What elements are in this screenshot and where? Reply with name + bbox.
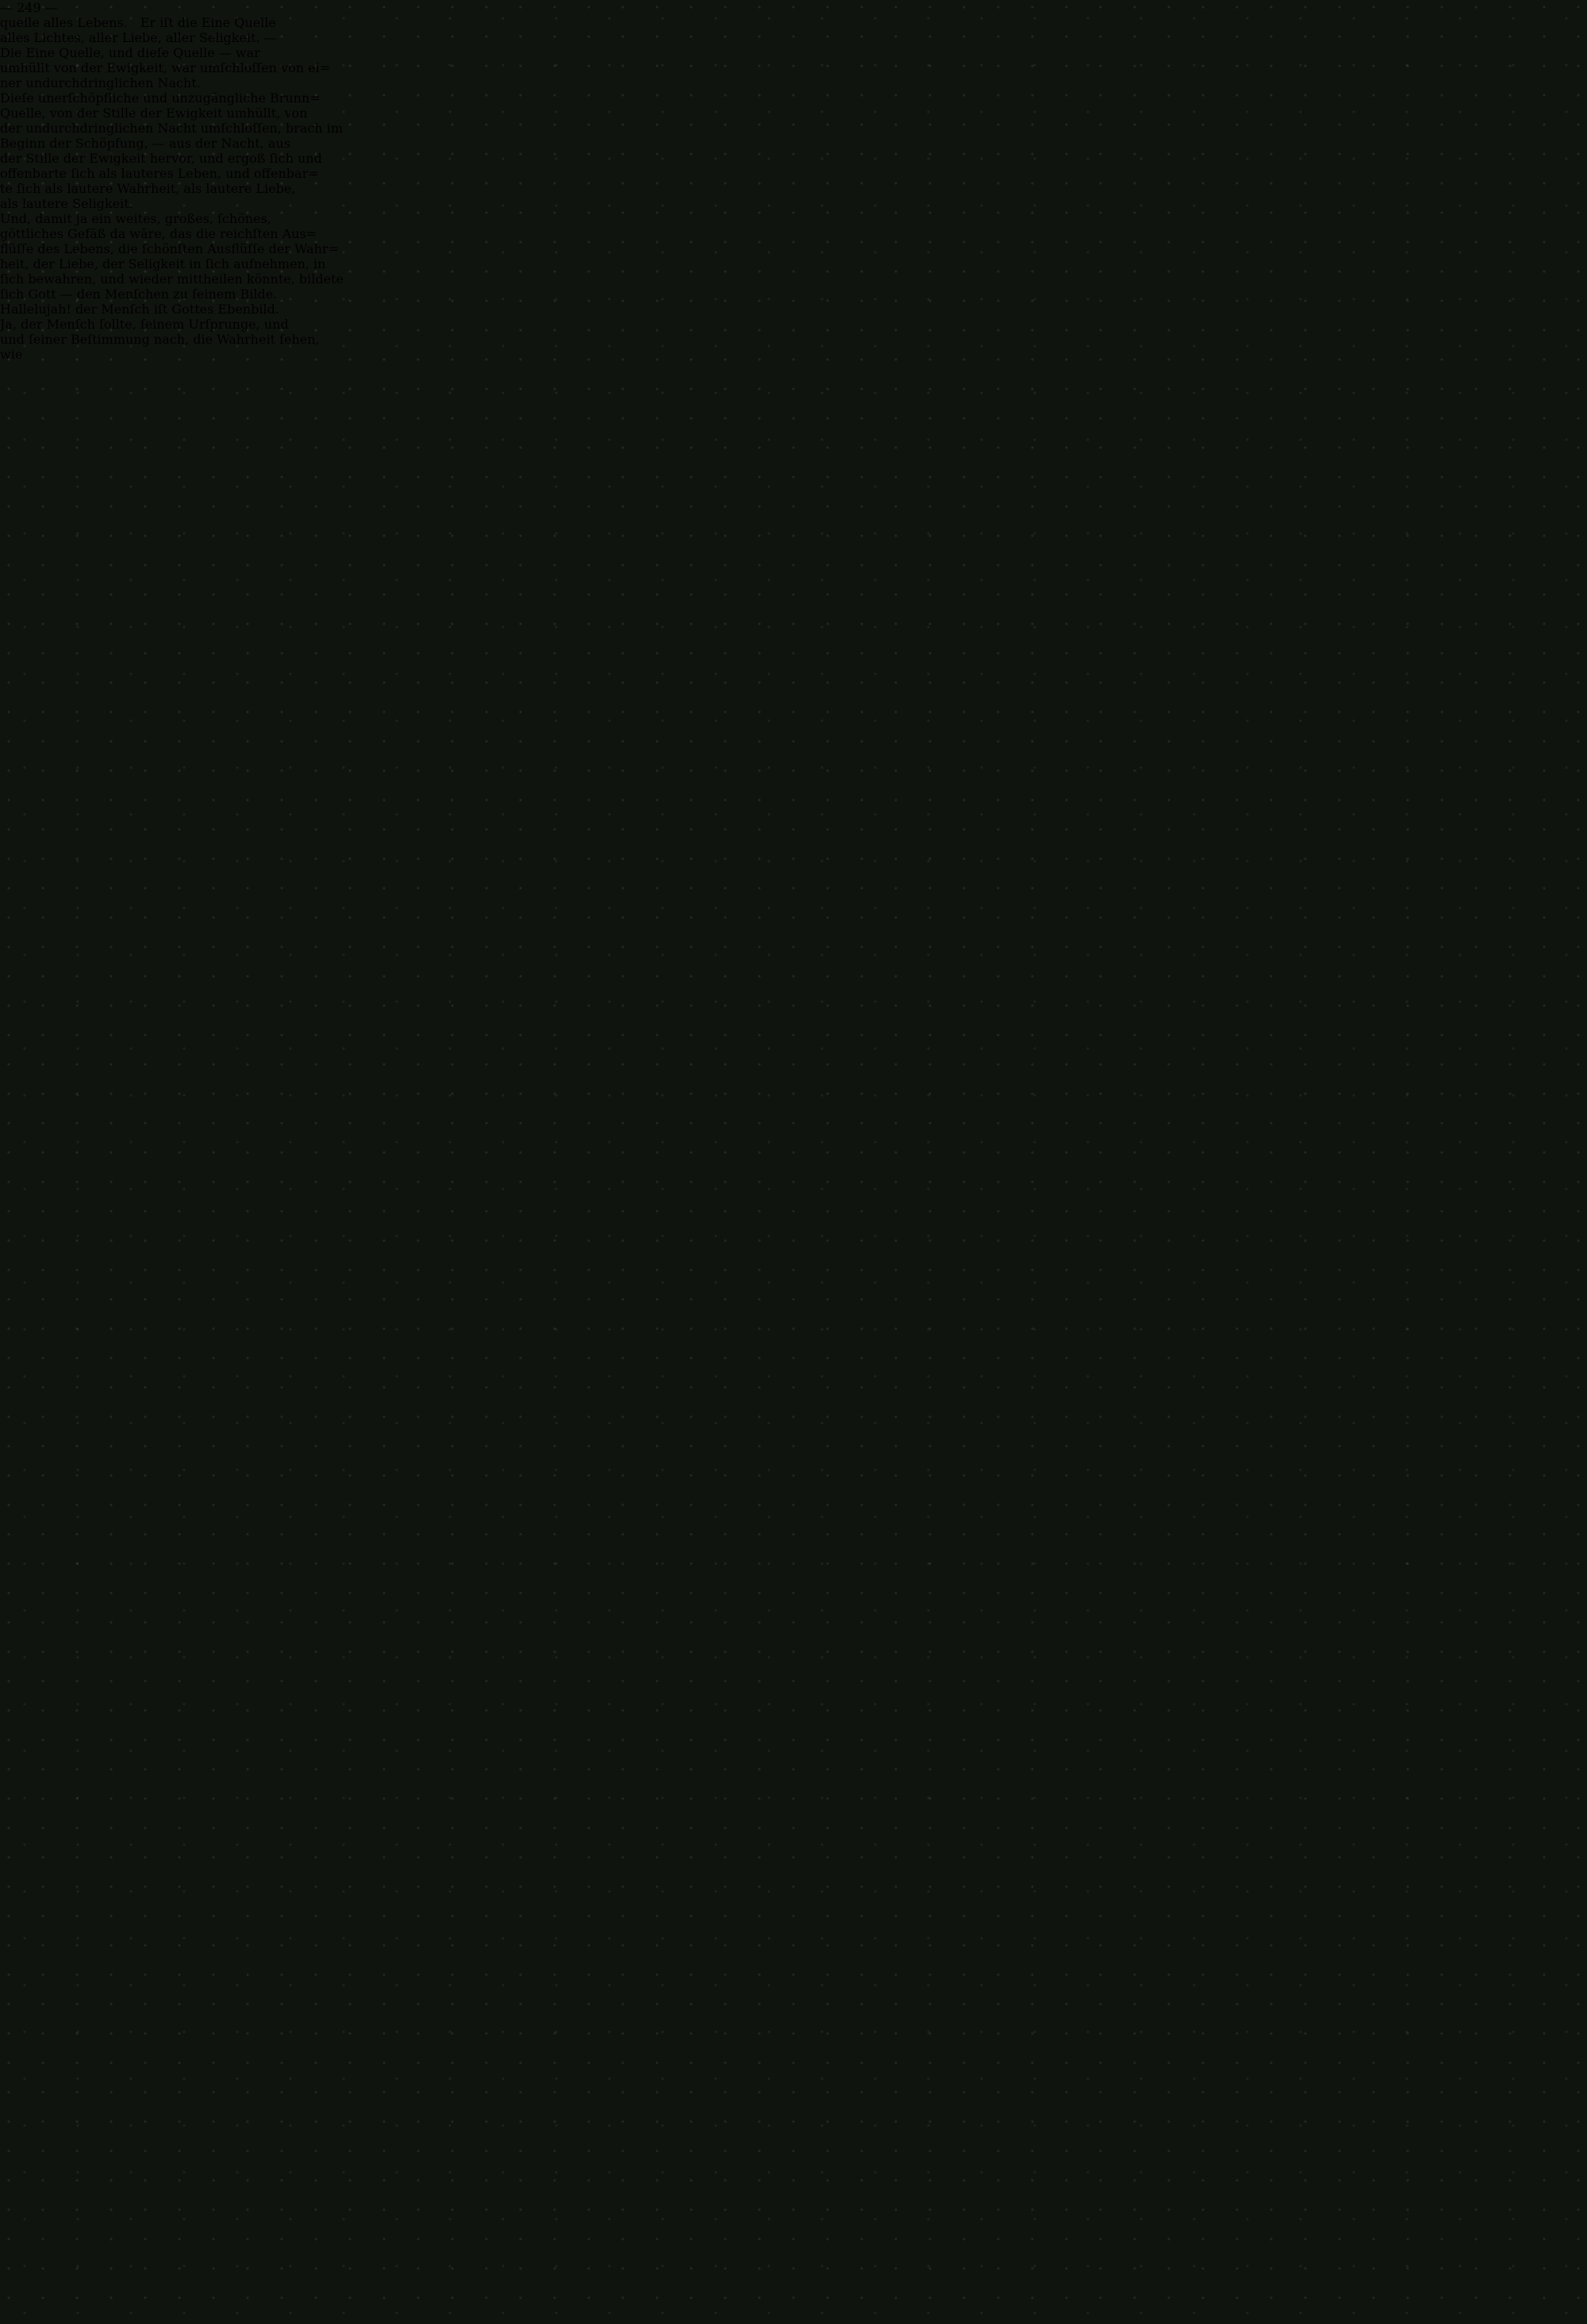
text-segment: und offenbar=	[221, 166, 319, 181]
letterspaced-text: Lebens.	[77, 15, 128, 30]
paragraph	[0, 211, 1587, 302]
text-segment: Dieſe unerſchöpfliche und unzugängliche Brunn=	[0, 90, 321, 106]
paragraph	[0, 317, 1587, 347]
page-header	[0, 0, 1587, 15]
book-page	[0, 0, 1587, 362]
text-segment: alles	[0, 30, 34, 45]
text-line	[0, 332, 1587, 347]
text-segment: te ſich als lautere	[0, 181, 117, 196]
text-segment: Hallelujah! der Menſch iſt Gottes	[0, 302, 218, 317]
text-segment: aller	[84, 30, 122, 45]
text-line	[0, 302, 1587, 317]
paragraph	[0, 302, 1587, 317]
letterspaced-text: Liebe,	[256, 181, 296, 196]
text-line	[0, 211, 1587, 226]
text-segment: der undurchdringlichen Nacht umſchloſſen, brach im	[0, 121, 344, 136]
letterspaced-text: Lichtes,	[33, 30, 85, 45]
text-segment: quelle alles	[0, 15, 78, 30]
text-segment: ſich bewahren, und wieder mittheilen könnte, bildete	[0, 271, 344, 287]
letterspaced-text: Liebe,	[121, 30, 162, 45]
text-line	[0, 45, 1587, 60]
text-segment: offenbarte ſich als	[0, 166, 121, 181]
text-line	[0, 287, 1587, 302]
text-line	[0, 60, 1587, 75]
letterspaced-text: Ebenbild.	[217, 302, 279, 317]
text-line	[0, 241, 1587, 256]
text-line	[0, 75, 1587, 90]
header-dash-right: —	[44, 0, 58, 15]
letterspaced-text: Seligkeit.	[198, 30, 260, 45]
text-line	[0, 256, 1587, 271]
text-segment: und ſeiner Beſtimmung nach, die Wahrheit	[0, 332, 280, 347]
letterspaced-text: Seligkeit.	[72, 196, 133, 211]
letterspaced-text: Wahrheit,	[117, 181, 180, 196]
text-segment: der Stille der Ewigkeit hervor, und ergoß ſich und	[0, 151, 322, 166]
text-segment: —	[259, 30, 277, 45]
text-line	[0, 151, 1587, 166]
text-segment: umhüllt von der Ewigkeit, war umſchloſſen von ei=	[0, 60, 331, 75]
text-line	[0, 196, 1587, 211]
letterspaced-text: lauteres Leben,	[121, 166, 221, 181]
header-dash-left: —	[0, 0, 13, 15]
text-segment: Ja, der Menſch ſollte, ſeinem Urſprunge, und	[0, 317, 289, 332]
text-segment: Beginn der Schöpfung, — aus der Nacht, aus	[0, 136, 290, 151]
text-segment: göttliches Gefäß da wäre, das die reichſten Aus=	[0, 226, 317, 241]
text-line	[0, 166, 1587, 181]
catchword: wie	[0, 347, 23, 362]
text-line	[0, 30, 1587, 45]
text-line	[0, 106, 1587, 121]
previous-page-edge	[0, 52, 89, 2257]
text-segment: Und, damit ja ein weites, großes, ſchönes,	[0, 211, 271, 226]
text-segment: heit, der Liebe, der Seligkeit in ſich aufnehmen, in	[0, 256, 326, 271]
text-line	[0, 136, 1587, 151]
text-segment: als lautere	[179, 181, 256, 196]
text-line	[0, 181, 1587, 196]
text-line	[0, 15, 1587, 30]
page-text	[0, 15, 1587, 362]
text-segment: Die Eine Quelle, und dieſe Quelle — war	[0, 45, 260, 60]
text-line	[0, 317, 1587, 332]
text-line	[0, 121, 1587, 136]
letterspaced-text: ſehen,	[279, 332, 320, 347]
page-number: 249	[17, 0, 41, 15]
text-segment: aller	[161, 30, 199, 45]
paragraph	[0, 45, 1587, 90]
text-segment: Quelle, von der Stille der Ewigkeit umhüllt, von	[0, 106, 308, 121]
text-line	[0, 90, 1587, 106]
text-line	[0, 226, 1587, 241]
text-segment: ner undurchdringlichen Nacht.	[0, 75, 201, 90]
paragraph	[0, 90, 1587, 211]
letterspaced-text: den Menſchen zu ſeinem Bilde.	[76, 287, 278, 302]
text-line	[0, 271, 1587, 287]
paragraph	[0, 15, 1587, 45]
text-segment: flüſſe des Lebens, die ſchönſten Ausflüſſe der Wahr=	[0, 241, 339, 256]
text-segment: Er iſt die Eine Quelle	[127, 15, 276, 30]
text-segment: als lautere	[0, 196, 73, 211]
text-segment: ſich Gott —	[0, 287, 77, 302]
